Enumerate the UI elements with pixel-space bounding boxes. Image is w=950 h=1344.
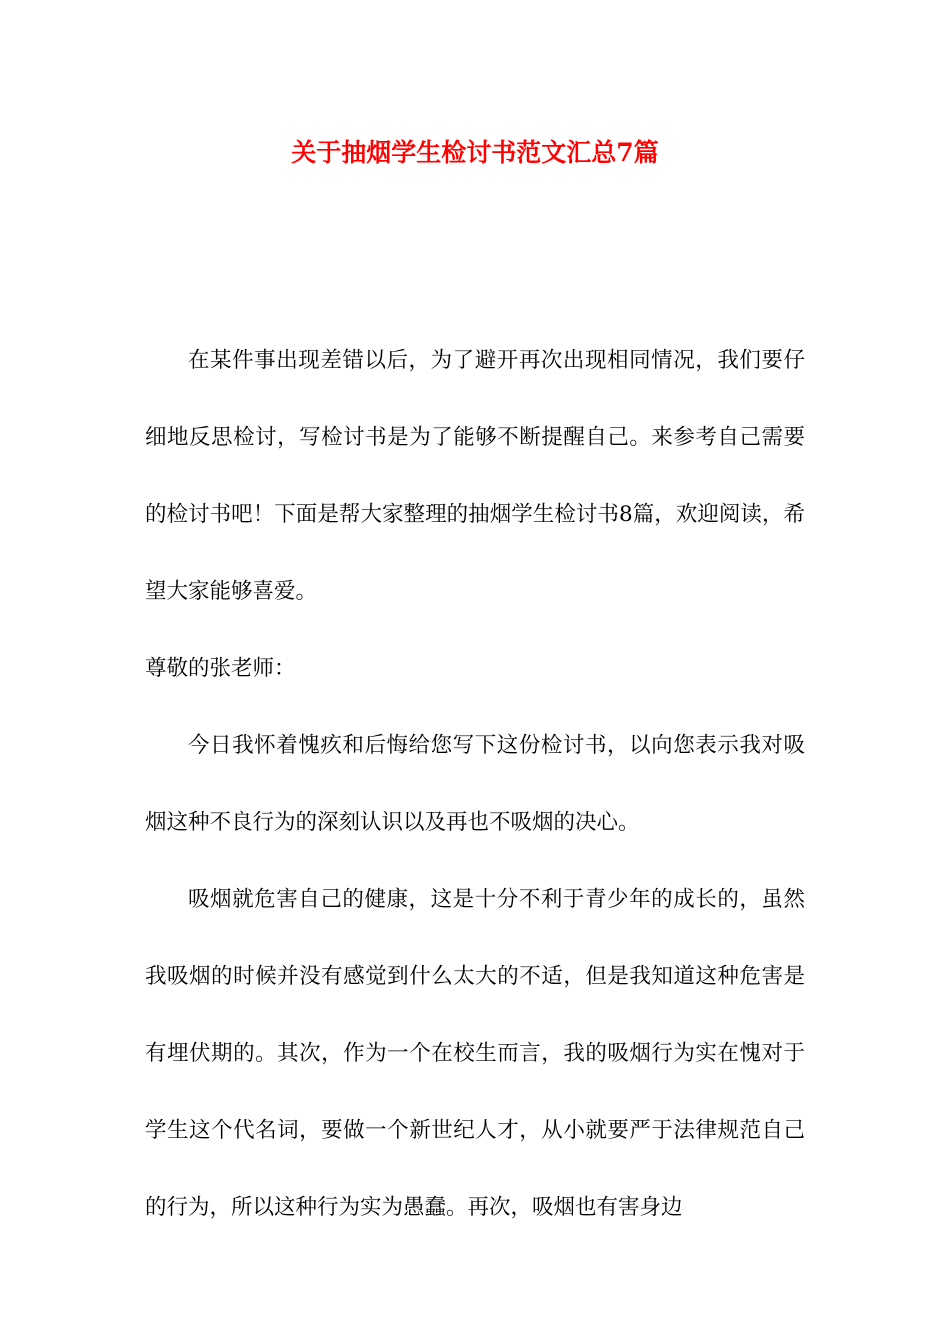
document-body <box>145 322 805 1246</box>
intro-paragraph: 在某件事出现差错以后，为了避开再次出现相同情况，我们要仔细地反思检讨，写检讨书是为了能够不断提醒自己。来参考自己需要的检讨书吧！下面是帮大家整理的抽烟学生检讨书8篇，欢迎阅读，希望大家能够喜爱。 <box>145 348 805 604</box>
salutation: 尊敬的张老师： <box>145 656 296 681</box>
body-paragraph-2: 吸烟就危害自己的健康，这是十分不利于青少年的成长的，虽然我吸烟的时候并没有感觉到什么太大的不适，但是我知道这种危害是有埋伏期的。其次，作为一个在校生而言，我的吸烟行为实在愧对于学生这个代名词，要做一个新世纪人才，从小就要严于法律规范自己的行为，所以这种行为实为愚蠢。再次，吸烟也有害身边 <box>145 887 805 1220</box>
document-title: 关于抽烟学生检讨书范文汇总7篇 <box>291 138 659 167</box>
body-paragraph-1: 今日我怀着愧疚和后悔给您写下这份检讨书，以向您表示我对吸烟这种不良行为的深刻认识以及再也不吸烟的决心。 <box>145 733 805 835</box>
